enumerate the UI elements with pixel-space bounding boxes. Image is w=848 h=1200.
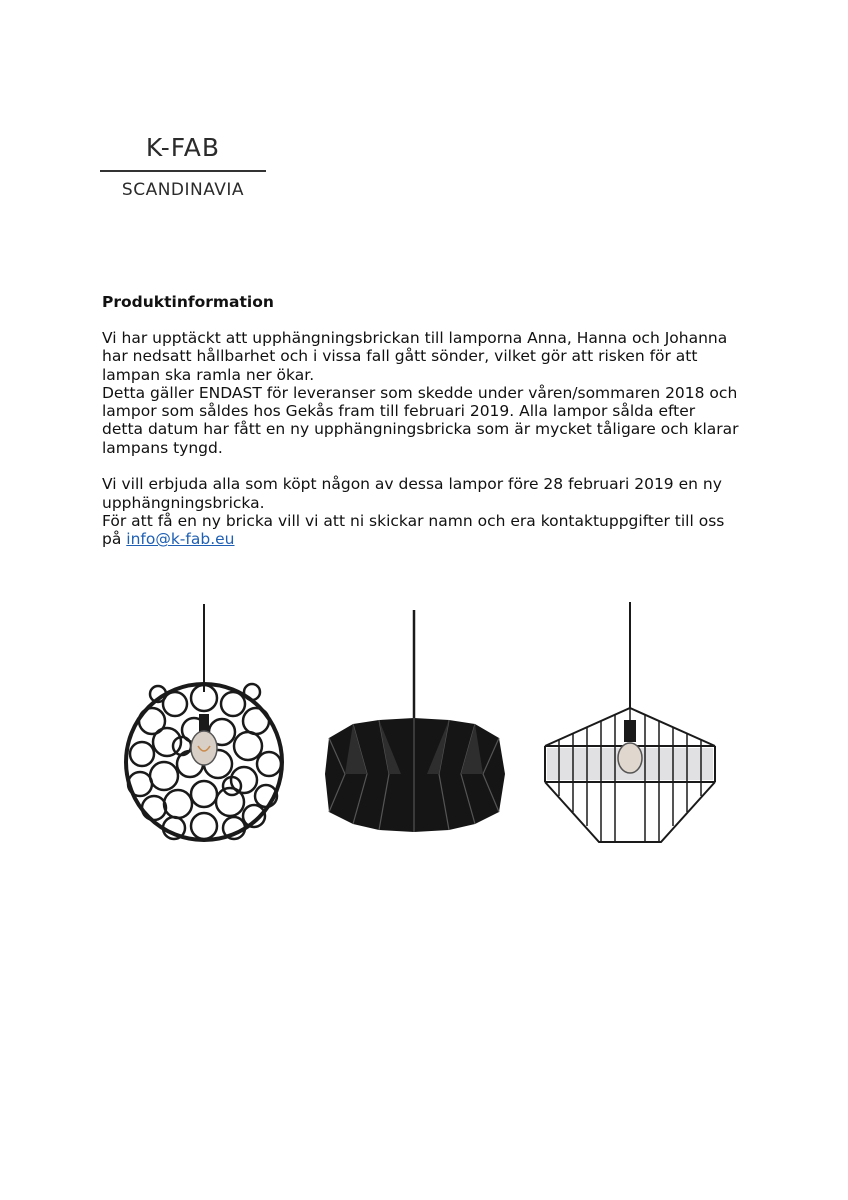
email-link[interactable]: info@k-fab.eu <box>126 530 235 549</box>
circle-lamp-icon <box>112 596 302 852</box>
text-line-contact <box>102 530 762 548</box>
text-line: För att få en ny bricka vill vi att ni skickar namn och era kontaktuppgifter till oss <box>102 511 725 530</box>
folded-lamp-icon <box>323 596 513 852</box>
lamp-gallery <box>0 596 848 856</box>
page-title: Produktinformation <box>102 293 274 311</box>
paragraph-information <box>102 329 762 457</box>
text-line: Detta gäller ENDAST för leveranser som skedde under våren/sommaren 2018 och <box>102 383 738 402</box>
text-line: lampan ska ramla ner ökar. <box>102 365 315 384</box>
company-logo <box>100 130 266 202</box>
logo-divider <box>100 170 266 172</box>
logo-subtitle: SCANDINAVIA <box>121 180 245 200</box>
text-line: detta datum har fått en ny upphängningsbricka som är mycket tåligare och klarar <box>102 420 739 439</box>
paragraph-offer <box>102 475 762 548</box>
logo-brand: K-FAB <box>145 133 221 162</box>
text-line: lampans tyngd. <box>102 438 223 457</box>
text-line: lampor som såldes hos Gekås fram till februari 2019. Alla lampor sålda efter <box>102 402 696 421</box>
text-line: upphängningsbricka. <box>102 493 265 512</box>
text-line: har nedsatt hållbarhet och i vissa fall gått sönder, vilket gör att risken för att <box>102 347 698 366</box>
text-line: Vi vill erbjuda alla som köpt någon av dessa lampor före 28 februari 2019 en ny <box>102 475 722 494</box>
document-body <box>102 293 762 567</box>
text-line: Vi har upptäckt att upphängningsbrickan till lamporna Anna, Hanna och Johanna <box>102 329 728 347</box>
wire-lamp-icon <box>535 596 725 852</box>
contact-prefix: på <box>102 530 127 549</box>
